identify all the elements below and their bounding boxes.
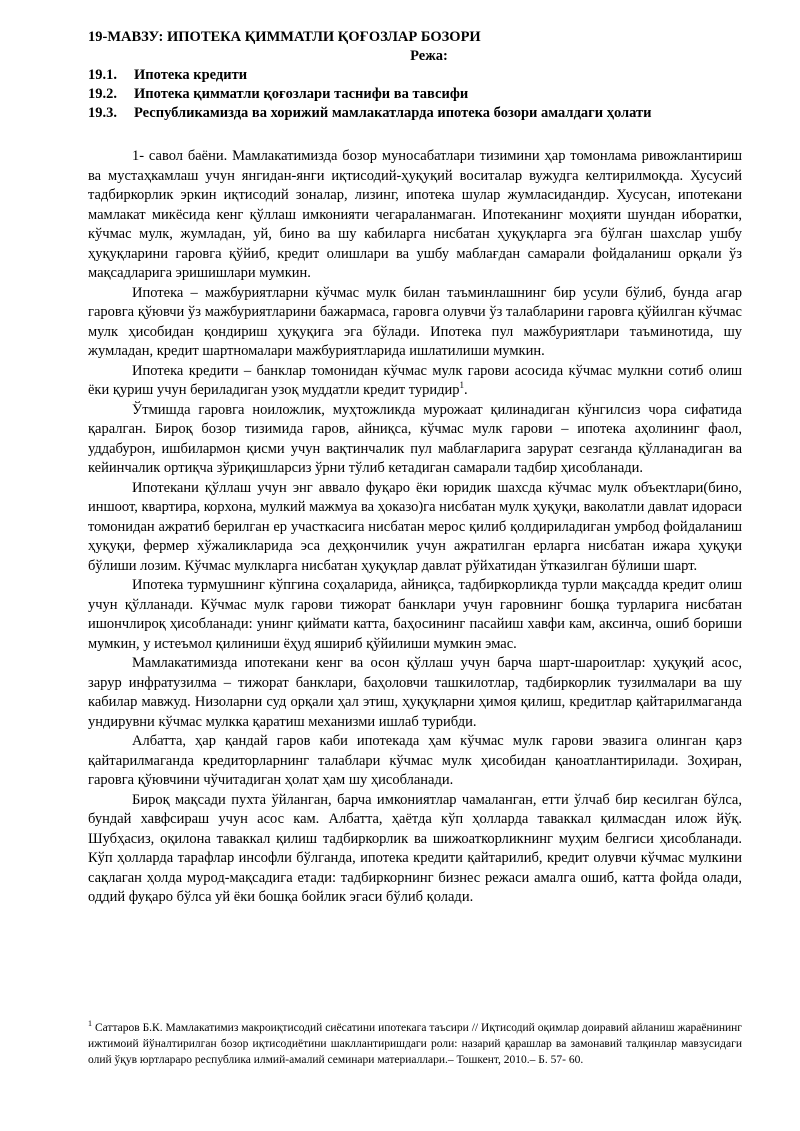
paragraph: Албатта, ҳар қандай гаров каби ипотекада ҳам кўчмас мулк гарови эвазига олинган қарз қайтарилмаганда кредиторларнинг талаблари кўчмас мулк ҳисобидан қаноатлантирилади. Зоҳиран, гаровга қўювчини чўчитадиган ҳолат ҳам шу ҳисобланади. <box>88 733 742 788</box>
plan-item <box>88 104 742 123</box>
plan-item <box>88 85 742 104</box>
plan-item <box>88 66 742 85</box>
paragraph: 1- савол баёни. Мамлакатимизда бозор муносабатлари тизимини ҳар томонлама ривожлантириш ва мустаҳкамлаш учун янгидан-янги иқтисодий-ҳуқуқий воситалар вужудга келтирилмоқда. Хусусий тадбиркорлик эркин иқтисодий зоналар, лизинг, ипотека шулар жумласидандир. Хусусан, ипотекани мамлакат микёсида кенг қўллаш имконияти чегараланмаган. Ипотеканинг моҳияти шундан иборатки, кўчмас мулк, жумладан, уй, бино ва шу кабиларга нисбатан ҳуқуқларга эга бўлган шахслар ушбу ҳуқуқларини гаровга қўйиб, кредит олишлари ва ушбу маблағдан самарали фойдаланиш орқали ўз мақсадларига эришишлари мумкин. <box>88 148 742 281</box>
paragraph: Бироқ мақсади пухта ўйланган, барча имкониятлар чамаланган, етти ўлчаб бир кесилган бўлса, бундай хавфсираш учун асос кам. Албатта, ҳаётда кўп ҳолларда таваккал қилмасдан илож йўқ. Шубҳасиз, оқилона таваккал қилиш тадбиркорлик ва шижоаткорликнинг муҳим белгиси ҳисобланади. Кўп ҳолларда тарафлар инсофли бўлганда, ипотека кредити қайтарилиб, кредит олувчи кўчмас мулкини сақлаган ҳолда мурод-мақсадига етади: тадбиркорнинг бизнес режаси амалга ошиб, катта фойда олади, оддий фуқаро бўлса уй ёки бошқа бойлик эгаси бўлиб қолади. <box>88 791 742 905</box>
paragraph: Мамлакатимизда ипотекани кенг ва осон қўллаш учун барча шарт-шароитлар: ҳуқуқий асос, зарур инфратузилма – тижорат банклари, баҳоловчи ташкилотлар, тадбиркорлик тузилмалари ва шу кабилар мавжуд. Низоларни суд орқали ҳал этиш, ҳуқуқларни ҳимоя қилиш, кредитлар қайтарилмаганда ундирувни кўчмас мулкка қаратиш механизми ишлаб турибди. <box>88 655 742 730</box>
plan-item-number: 19.1. <box>88 67 117 83</box>
plan-heading: Режа: <box>410 48 448 64</box>
footnote-body: Саттаров Б.К. Мамлакатимиз макроиқтисодий сиёсатини ипотекага таъсири // Иқтисодий оқимлар доиравий айланиш жараёнининг ижтимоий йўналтирилган бозор иқтисодиётини шакллантиришдаги роли: назарий қарашлар ва замонавий талқинлар мавзусидаги олий ўқув юртлараро республика илмий-амалий семинари материаллари.– Тошкент, 2010.– Б. 57- 60. <box>88 1022 742 1067</box>
page-title: 19-МАВЗУ: ИПОТЕКА ҚИММАТЛИ ҚОҒОЗЛАР БОЗОРИ <box>88 29 481 45</box>
plan-item-text: Ипотека қимматли қоғозлари таснифи ва тавсифи <box>134 86 469 102</box>
paragraph: Ипотека кредити – банклар томонидан кўчмас мулк гарови асосида кўчмас мулкни сотиб олиш ёки қуриш учун бериладиган узоқ муддатли кредит туридир$^1$. <box>88 362 742 398</box>
plan-item-number: 19.2. <box>88 86 117 102</box>
paragraph: Ўтмишда гаровга ноиложлик, муҳтожликда мурожаат қилинадиган кўнгилсиз чора сифатида қаралган. Бироқ бозор тизимида гаров, айниқса, кўчмас мулк гарови – ипотека аҳолининг фаол, уддабурон, ишбилармон қисми учун вақтинчалик пул маблағларига зарурат сезганда қўлланадиган ва кейинчалик ортиқча зўриқишларсиз ўрни тўлиб кетадиган самарали тадбир ҳисобланади. <box>88 401 742 476</box>
paragraph-text: Ипотека кредити – банклар томонидан кўчмас мулк гарови асосида кўчмас мулкни сотиб олиш ёки қуриш учун бериладиган узоқ муддатли кредит туридир <box>88 362 742 398</box>
body-text <box>88 147 742 908</box>
footnote-reference[interactable]: 1 <box>459 380 465 391</box>
footnote-mark: 1 <box>88 1019 92 1029</box>
paragraph: Ипотека турмушнинг кўпгина соҳаларида, айниқса, тадбиркорликда турли мақсадда кредит олиш учун қўлланади. Кўчмас мулк гарови тижорат банклари учун гаровнинг бошқа турларига нисбатан ишончлироқ ҳисобланади: унинг қиймати катта, баҳосининг пасайиш хавфи кам, аксинча, ошиб бориши мумкин, у истеъмол қилиниши ёҳуд яшириб қўйилиши мумкин эмас. <box>88 577 742 652</box>
plan-list <box>88 66 742 123</box>
footnote-text <box>88 1020 742 1069</box>
footnote <box>88 1020 742 1069</box>
paragraph: Ипотекани қўллаш учун энг аввало фуқаро ёки юридик шахсда кўчмас мулк объектлари(бино, иншоот, квартира, корхона, мулкий мажмуа ва ҳоказо)га нисбатан мулк ҳуқуқи, ваколатли давлат идораси томонидан ажратиб берилган ер участкасига нисбатан мерос қилиб қолдириладиган умрбод фойдаланиш ҳуқуқи, фермер хўжаликларида эса деҳқончилик учун ажратилган ерларга нисбатан ижара ҳуқуқи бўлиши лозим. Кўчмас мулкларга нисбатан ҳуқуқлар давлат рўйхатидан ўтказилган бўлиши шарт. <box>88 479 742 574</box>
paragraph: Ипотека – мажбуриятларни кўчмас мулк билан таъминлашнинг бир усули бўлиб, бунда агар гаровга қўювчи ўз мажбуриятларини бажармаса, гаровга олувчи ўз талабларини гаровга қўйилган кўчмас мулк ҳисобидан қондириш ҳуқуқига эга бўлади. Ипотека пул мажбуриятлари таъминотида, шу жумладан, кредит шартномалари мажбуриятларида ишлатилиши мумкин. <box>88 284 742 359</box>
plan-item-text: Республикамизда ва хорижий мамлакатларда ипотека бозори амалдаги ҳолати <box>134 105 652 121</box>
main-content <box>88 28 742 908</box>
plan-item-number: 19.3. <box>88 105 117 121</box>
plan-item-text: Ипотека кредити <box>134 67 248 83</box>
